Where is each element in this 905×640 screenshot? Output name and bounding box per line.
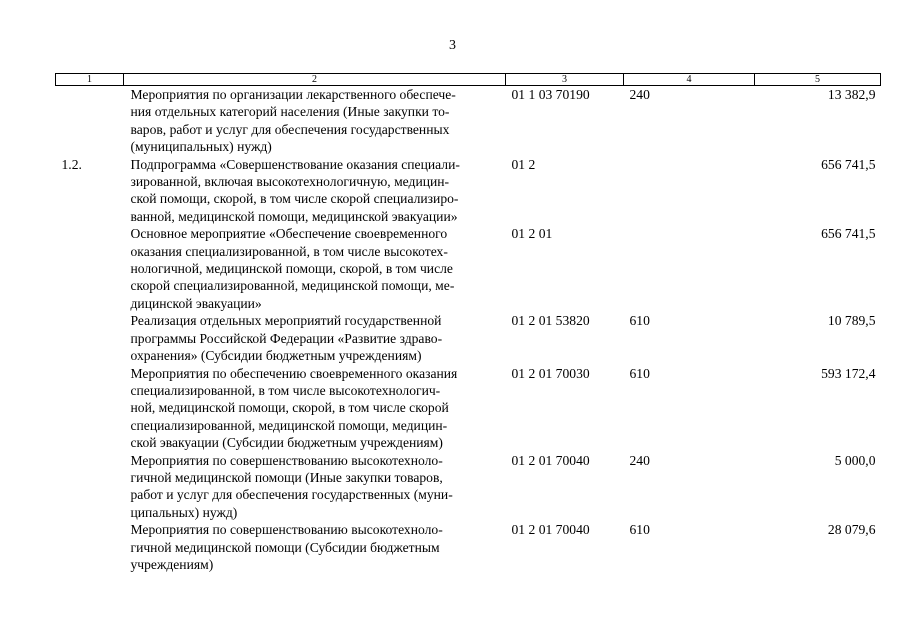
row-expense-type: 610 [629,365,650,381]
column-number-row [56,74,881,86]
row-expense-type: 240 [629,87,650,102]
table-row [56,225,881,312]
table-row [56,365,881,452]
row-number: 1.2. [61,156,82,172]
row-amount: 5 000,0 [834,452,876,468]
row-amount: 656 741,5 [821,156,876,172]
row-number [56,365,124,452]
row-name [124,86,506,156]
column-number-3: 3 [506,74,624,86]
row-name [124,156,506,226]
row-name-line: дицинской эвакуации» [130,295,262,311]
row-name-line: ципальных) нужд) [130,504,238,520]
row-code: 01 2 01 70040 [511,452,590,468]
row-name-line: охранения» (Субсидии бюджетным учреждениям) [130,348,422,364]
table-body [56,86,881,574]
page-number: 3 [449,38,456,53]
row-number [56,452,124,522]
row-name-line: работ и услуг для обеспечения государственных (муни- [130,487,453,503]
row-expense-type [624,225,755,312]
row-name-line: гичной медицинской помощи (Иные закупки товаров, [130,469,443,485]
row-name-line: специализированной, в том числе высокотехнологич- [130,382,441,398]
table-row [56,156,881,226]
row-name-line: ванной, медицинской помощи, медицинской эвакуации» [130,208,458,224]
row-code: 01 2 01 70030 [511,365,590,381]
column-number-5: 5 [755,74,881,86]
row-name-line: Реализация отдельных мероприятий государственной [130,313,442,329]
column-number-4: 4 [624,74,755,86]
row-number [56,521,124,573]
row-name-line: Подпрограмма «Совершенствование оказания специали- [130,156,460,172]
column-number-2: 2 [124,74,506,86]
row-expense-type [624,156,755,226]
row-name-line: варов, работ и услуг для обеспечения государственных [130,121,450,137]
row-number [56,86,124,156]
row-expense-type: 240 [629,452,650,468]
row-code: 01 2 01 53820 [511,313,590,329]
row-name-line: Мероприятия по обеспечению своевременного оказания [130,365,458,381]
row-name-line: Мероприятия по совершенствованию высокотехноло- [130,522,443,538]
row-number [56,312,124,364]
row-name [124,452,506,522]
row-name-line: Мероприятия по совершенствованию высокотехноло- [130,452,443,468]
row-name-line: ской эвакуации (Субсидии бюджетным учреждениям) [130,435,443,451]
row-name-line: ской помощи, скорой, в том числе скорой специализиро- [130,191,459,207]
row-name-line: зированной, включая высокотехнологичную, медицин- [130,174,450,190]
row-name-line: программы Российской Федерации «Развитие здраво- [130,330,443,346]
row-name [124,521,506,573]
row-name-line: учреждениям) [130,556,214,572]
table-row [56,452,881,522]
row-name-line: нологичной, медицинской помощи, скорой, в том числе [130,261,453,277]
row-name [124,225,506,312]
row-name-line: (муниципальных) нужд) [130,139,272,155]
table-row [56,312,881,364]
row-name-line: ной, медицинской помощи, скорой, в том числе скорой [130,400,449,416]
row-expense-type: 610 [629,313,650,329]
row-amount: 593 172,4 [821,365,876,381]
column-number-1: 1 [56,74,124,86]
row-name [124,365,506,452]
row-name-line: ния отдельных категорий населения (Иные закупки то- [130,104,450,120]
row-name-line: гичной медицинской помощи (Субсидии бюджетным [130,539,440,555]
row-code: 01 2 [511,156,536,172]
row-name [124,312,506,364]
row-name-line: скорой специализированной, медицинской помощи, ме- [130,278,455,294]
row-name-line: специализированной, медицинской помощи, медицин- [130,417,448,433]
row-name-line: оказания специализированной, в том числе высокотех- [130,243,448,259]
row-name-line: Основное мероприятие «Обеспечение своевременного [130,226,448,242]
row-number [56,225,124,312]
row-expense-type: 610 [629,522,650,538]
table-row [56,86,881,156]
row-amount: 10 789,5 [827,313,876,329]
row-amount: 13 382,9 [827,87,876,102]
row-amount: 28 079,6 [827,522,876,538]
table-row [56,521,881,573]
row-name-line: Мероприятия по организации лекарственного обеспече- [130,87,456,102]
row-amount: 656 741,5 [821,226,876,242]
row-code: 01 1 03 70190 [511,87,590,102]
row-code: 01 2 01 70040 [511,522,590,538]
row-code: 01 2 01 [511,226,553,242]
budget-table [55,73,881,573]
